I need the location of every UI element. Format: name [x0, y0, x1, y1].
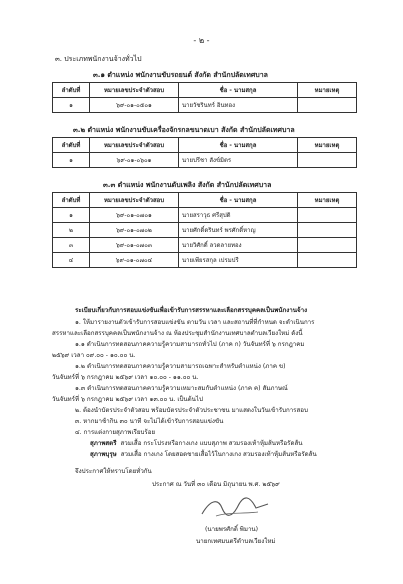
rule-line: ๒. ต้องนำบัตรประจำตัวสอบ พร้อมบัตรประจำตัวประชาชน มาแสดงในวันเข้ารับการสอบ: [75, 407, 308, 414]
rule-line: วันจันทร์ที่ ๖ กรกฎาคม ๒๕๖๙ เวลา ๑๓.๐๐ น. เป็นต้นไป: [52, 396, 203, 403]
group2-title: ๓.๒ ตำแหน่ง พนักงานขับเครื่องจักรกลขนาดเบา สังกัด สำนักปลัดเทศบาล: [73, 126, 295, 134]
table-row: [53, 98, 357, 113]
rule-line: ๒๕๖๙ เวลา ๐๙.๐๐ - ๑๐.๐๐ น.: [52, 352, 136, 359]
header-order: ลำดับที่: [53, 193, 90, 208]
header-exam-id: หมายเลขประจำตัวสอบ: [90, 193, 179, 208]
cell-remark: [298, 98, 357, 113]
table-row: [53, 208, 357, 223]
cell-exam-id: ๖๙-๐๑-๐๗๐๔: [90, 253, 179, 268]
rule-line: ๑. ให้มารายงานตัวเข้ารับการสอบแข่งขัน ตามวัน เวลา และสถานที่ที่กำหนด จะดำเนินการ: [75, 319, 315, 326]
cell-exam-id: ๖๙-๐๑-๐๕๐๑: [90, 98, 179, 113]
signer-title: นายกเทศมนตรีตำบลเวียงใหม่: [196, 538, 276, 545]
cell-name: นายเพียรสกุล เปรมปรี: [179, 253, 298, 268]
cell-order: ๑: [53, 208, 90, 223]
table-row: [53, 238, 357, 253]
rule-line: ๑.๒ ดำเนินการทดสอบภาคความรู้ความสามารถเฉพาะสำหรับตำแหน่ง (ภาค ข): [75, 363, 286, 370]
header-order: ลำดับที่: [53, 83, 90, 98]
cell-name: นายศักดิ์ดรินทร์ พรศักดิ์หาญ: [179, 223, 298, 238]
dress-code-men: [90, 450, 317, 460]
table-row: [53, 153, 357, 168]
dress-label-men: สุภาพบุรุษ: [90, 451, 117, 458]
table-header-row: [53, 193, 357, 208]
header-remark: หมายเหตุ: [298, 138, 357, 153]
cell-order: ๑: [53, 98, 90, 113]
header-remark: หมายเหตุ: [298, 83, 357, 98]
table-row: [53, 253, 357, 268]
dress-text-men: สวมเสื้อ กางเกง โดยสอดชายเสื้อไว้ในกางเกง สวมรองเท้าหุ้มส้นหรือรัดส้น: [120, 451, 317, 458]
dress-code-women: [90, 439, 302, 449]
rules-title: ระเบียบเกี่ยวกับการสอบแข่งขันเพื่อเข้ารับการสรรหาและเลือกสรรบุคคลเป็นพนักงานจ้าง: [75, 307, 308, 314]
header-name: ชื่อ - นามสกุล: [179, 138, 298, 153]
cell-name: นายวิศักดิ์ ลวดลายทอง: [179, 238, 298, 253]
cell-exam-id: ๖๙-๐๑-๐๗๐๑: [90, 208, 179, 223]
table-row: [53, 223, 357, 238]
rule-line: ๑.๑ ดำเนินการทดสอบภาคความรู้ความสามารถทั่วไป (ภาค ก) วันจันทร์ที่ ๖ กรกฎาคม: [75, 341, 305, 348]
cell-exam-id: ๖๙-๐๑-๐๗๐๒: [90, 223, 179, 238]
cell-name: นายปรีชา สังข์มิตร: [179, 153, 298, 168]
rule-line: สรรหาและเลือกสรรบุคคลเป็นพนักงานจ้าง ณ ห้องประชุมสำนักงานเทศบาลตำบลเวียงใหม่ ดังนี้: [52, 330, 303, 337]
cell-remark: [298, 238, 357, 253]
rule-line: ๔. การแต่งกายสุภาพเรียบร้อย: [75, 429, 156, 436]
header-exam-id: หมายเลขประจำตัวสอบ: [90, 138, 179, 153]
rule-line: ๑.๓ ดำเนินการทดสอบภาคความรู้ความเหมาะสมกับตำแหน่ง (ภาค ค) สัมภาษณ์: [75, 385, 288, 392]
cell-name: นายวัชรินทร์ อินทอง: [179, 98, 298, 113]
cell-order: ๔: [53, 253, 90, 268]
cell-order: ๓: [53, 238, 90, 253]
page-number: - ๒ -: [193, 36, 210, 45]
header-order: ลำดับที่: [53, 138, 90, 153]
rule-line: วันจันทร์ที่ ๖ กรกฎาคม ๒๕๖๙ เวลา ๑๐.๐๐ - ๑๑.๐๐ น.: [52, 374, 199, 381]
date-line: ประกาศ ณ วันที่ ๓๐ เดือน มิถุนายน พ.ศ. ๒๕๖๙: [152, 481, 280, 488]
group1-table: [52, 82, 357, 113]
group2-table: [52, 137, 357, 168]
signer-name: (นายพรศักดิ์ พิมาน): [205, 526, 259, 533]
header-remark: หมายเหตุ: [298, 193, 357, 208]
cell-remark: [298, 223, 357, 238]
announce-text: จึงประกาศให้ทราบโดยทั่วกัน: [75, 468, 152, 475]
cell-order: ๑: [53, 153, 90, 168]
cell-remark: [298, 153, 357, 168]
table-header-row: [53, 83, 357, 98]
dress-text-women: สวมเสื้อ กระโปรงหรือกางเกง แบบสุภาพ สวมรองเท้าหุ้มส้นหรือรัดส้น: [120, 440, 303, 447]
header-name: ชื่อ - นามสกุล: [179, 83, 298, 98]
cell-name: นายสราวุธ ศรีสุปดิ: [179, 208, 298, 223]
cell-exam-id: ๖๙-๐๑-๐๗๐๓: [90, 238, 179, 253]
dress-label-women: สุภาพสตรี: [90, 440, 117, 447]
table-header-row: [53, 138, 357, 153]
cell-order: ๒: [53, 223, 90, 238]
section3-title: ๓. ประเภทพนักงานจ้างทั่วไป: [55, 55, 142, 63]
group3-table: [52, 192, 357, 268]
cell-remark: [298, 208, 357, 223]
header-name: ชื่อ - นามสกุล: [179, 193, 298, 208]
signature-mark: [198, 494, 272, 522]
group1-title: ๓.๑ ตำแหน่ง พนักงานขับรถยนต์ สังกัด สำนักปลัดเทศบาล: [93, 71, 268, 79]
header-exam-id: หมายเลขประจำตัวสอบ: [90, 83, 179, 98]
cell-remark: [298, 253, 357, 268]
rule-line: ๓. หากมาช้ากิน ๓๐ นาที จะไม่ได้เข้ารับการสอบแข่งขัน: [75, 418, 224, 425]
group3-title: ๓.๓ ตำแหน่ง พนักงานดับเพลิง สังกัด สำนักปลัดเทศบาล: [103, 181, 272, 189]
cell-exam-id: ๖๙-๐๑-๐๖๐๑: [90, 153, 179, 168]
